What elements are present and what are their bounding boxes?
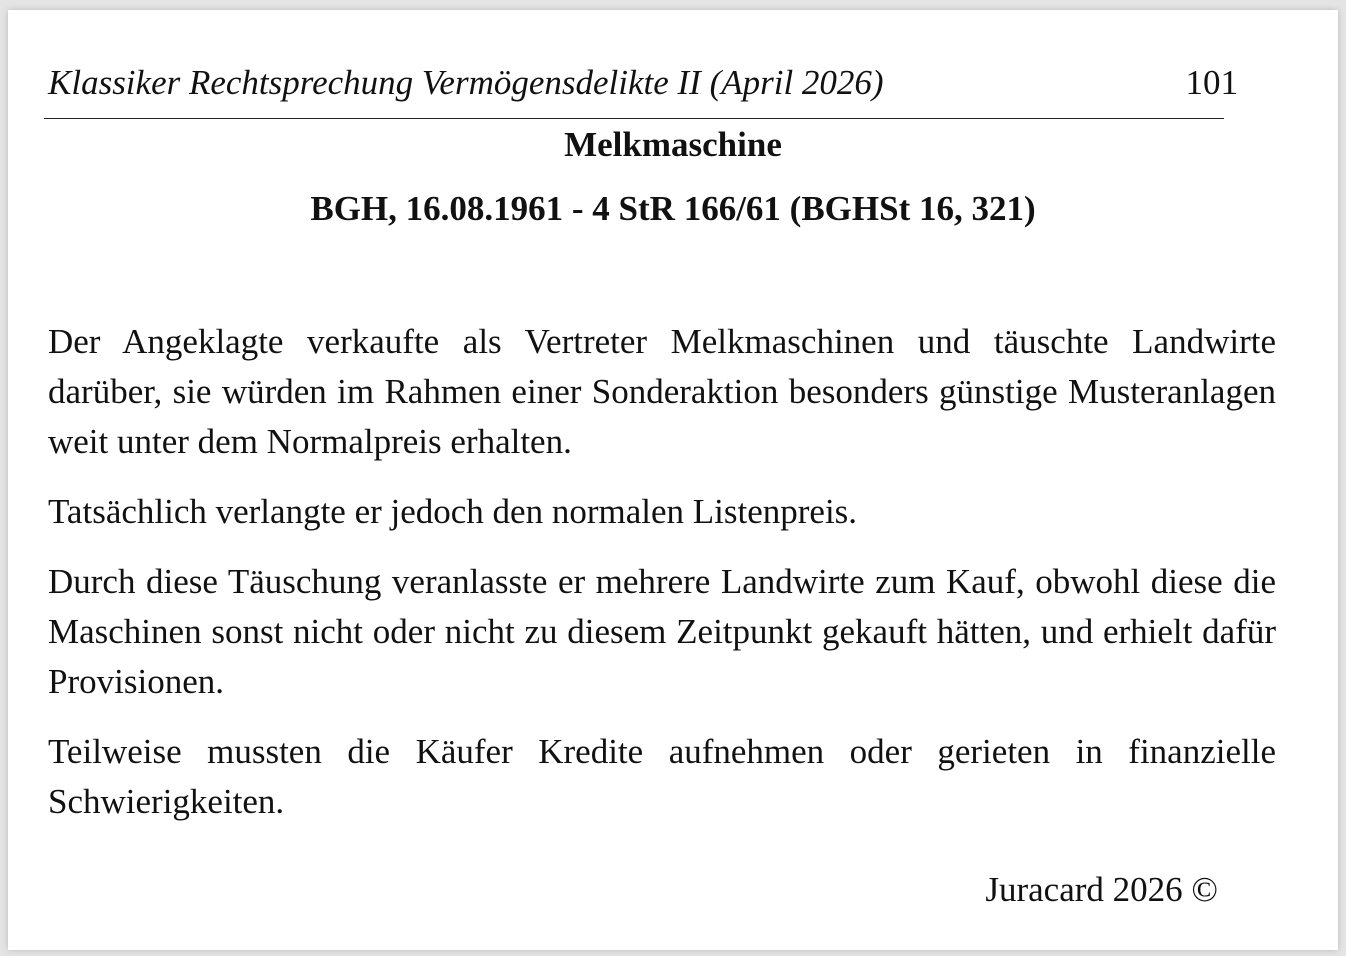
facts-paragraph: Tatsächlich verlangte er jedoch den normalen Listenpreis.	[48, 492, 858, 531]
facts-paragraph: Durch diese Täuschung veranlasste er mehrere Landwirte zum Kauf, obwohl diese die Maschinen sonst nicht oder nicht zu diesem Zeitpunkt gekauft hätten, und erhielt dafür Provisionen.	[48, 562, 1276, 701]
case-name-heading: Melkmaschine	[564, 125, 782, 164]
header-divider	[44, 118, 1224, 119]
document-page	[8, 10, 1338, 950]
facts-paragraph: Teilweise mussten die Käufer Kredite aufnehmen oder gerieten in finanzielle Schwierigkeiten.	[48, 732, 1276, 821]
running-header	[48, 60, 1238, 110]
case-citation-heading: BGH, 16.08.1961 - 4 StR 166/61 (BGHSt 16, 321)	[310, 189, 1036, 228]
copyright-notice: Juracard 2026 ©	[985, 870, 1218, 909]
case-facts-text	[48, 317, 1276, 847]
facts-paragraph: Der Angeklagte verkaufte als Vertreter Melkmaschinen und täuschte Landwirte darüber, sie würden im Rahmen einer Sonderaktion besonders günstige Musteranlagen weit unter dem Normalpreis erhalten.	[48, 322, 1276, 461]
page-number: 101	[1185, 63, 1238, 102]
running-title: Klassiker Rechtsprechung Vermögensdelikte II (April 2026)	[48, 63, 884, 102]
